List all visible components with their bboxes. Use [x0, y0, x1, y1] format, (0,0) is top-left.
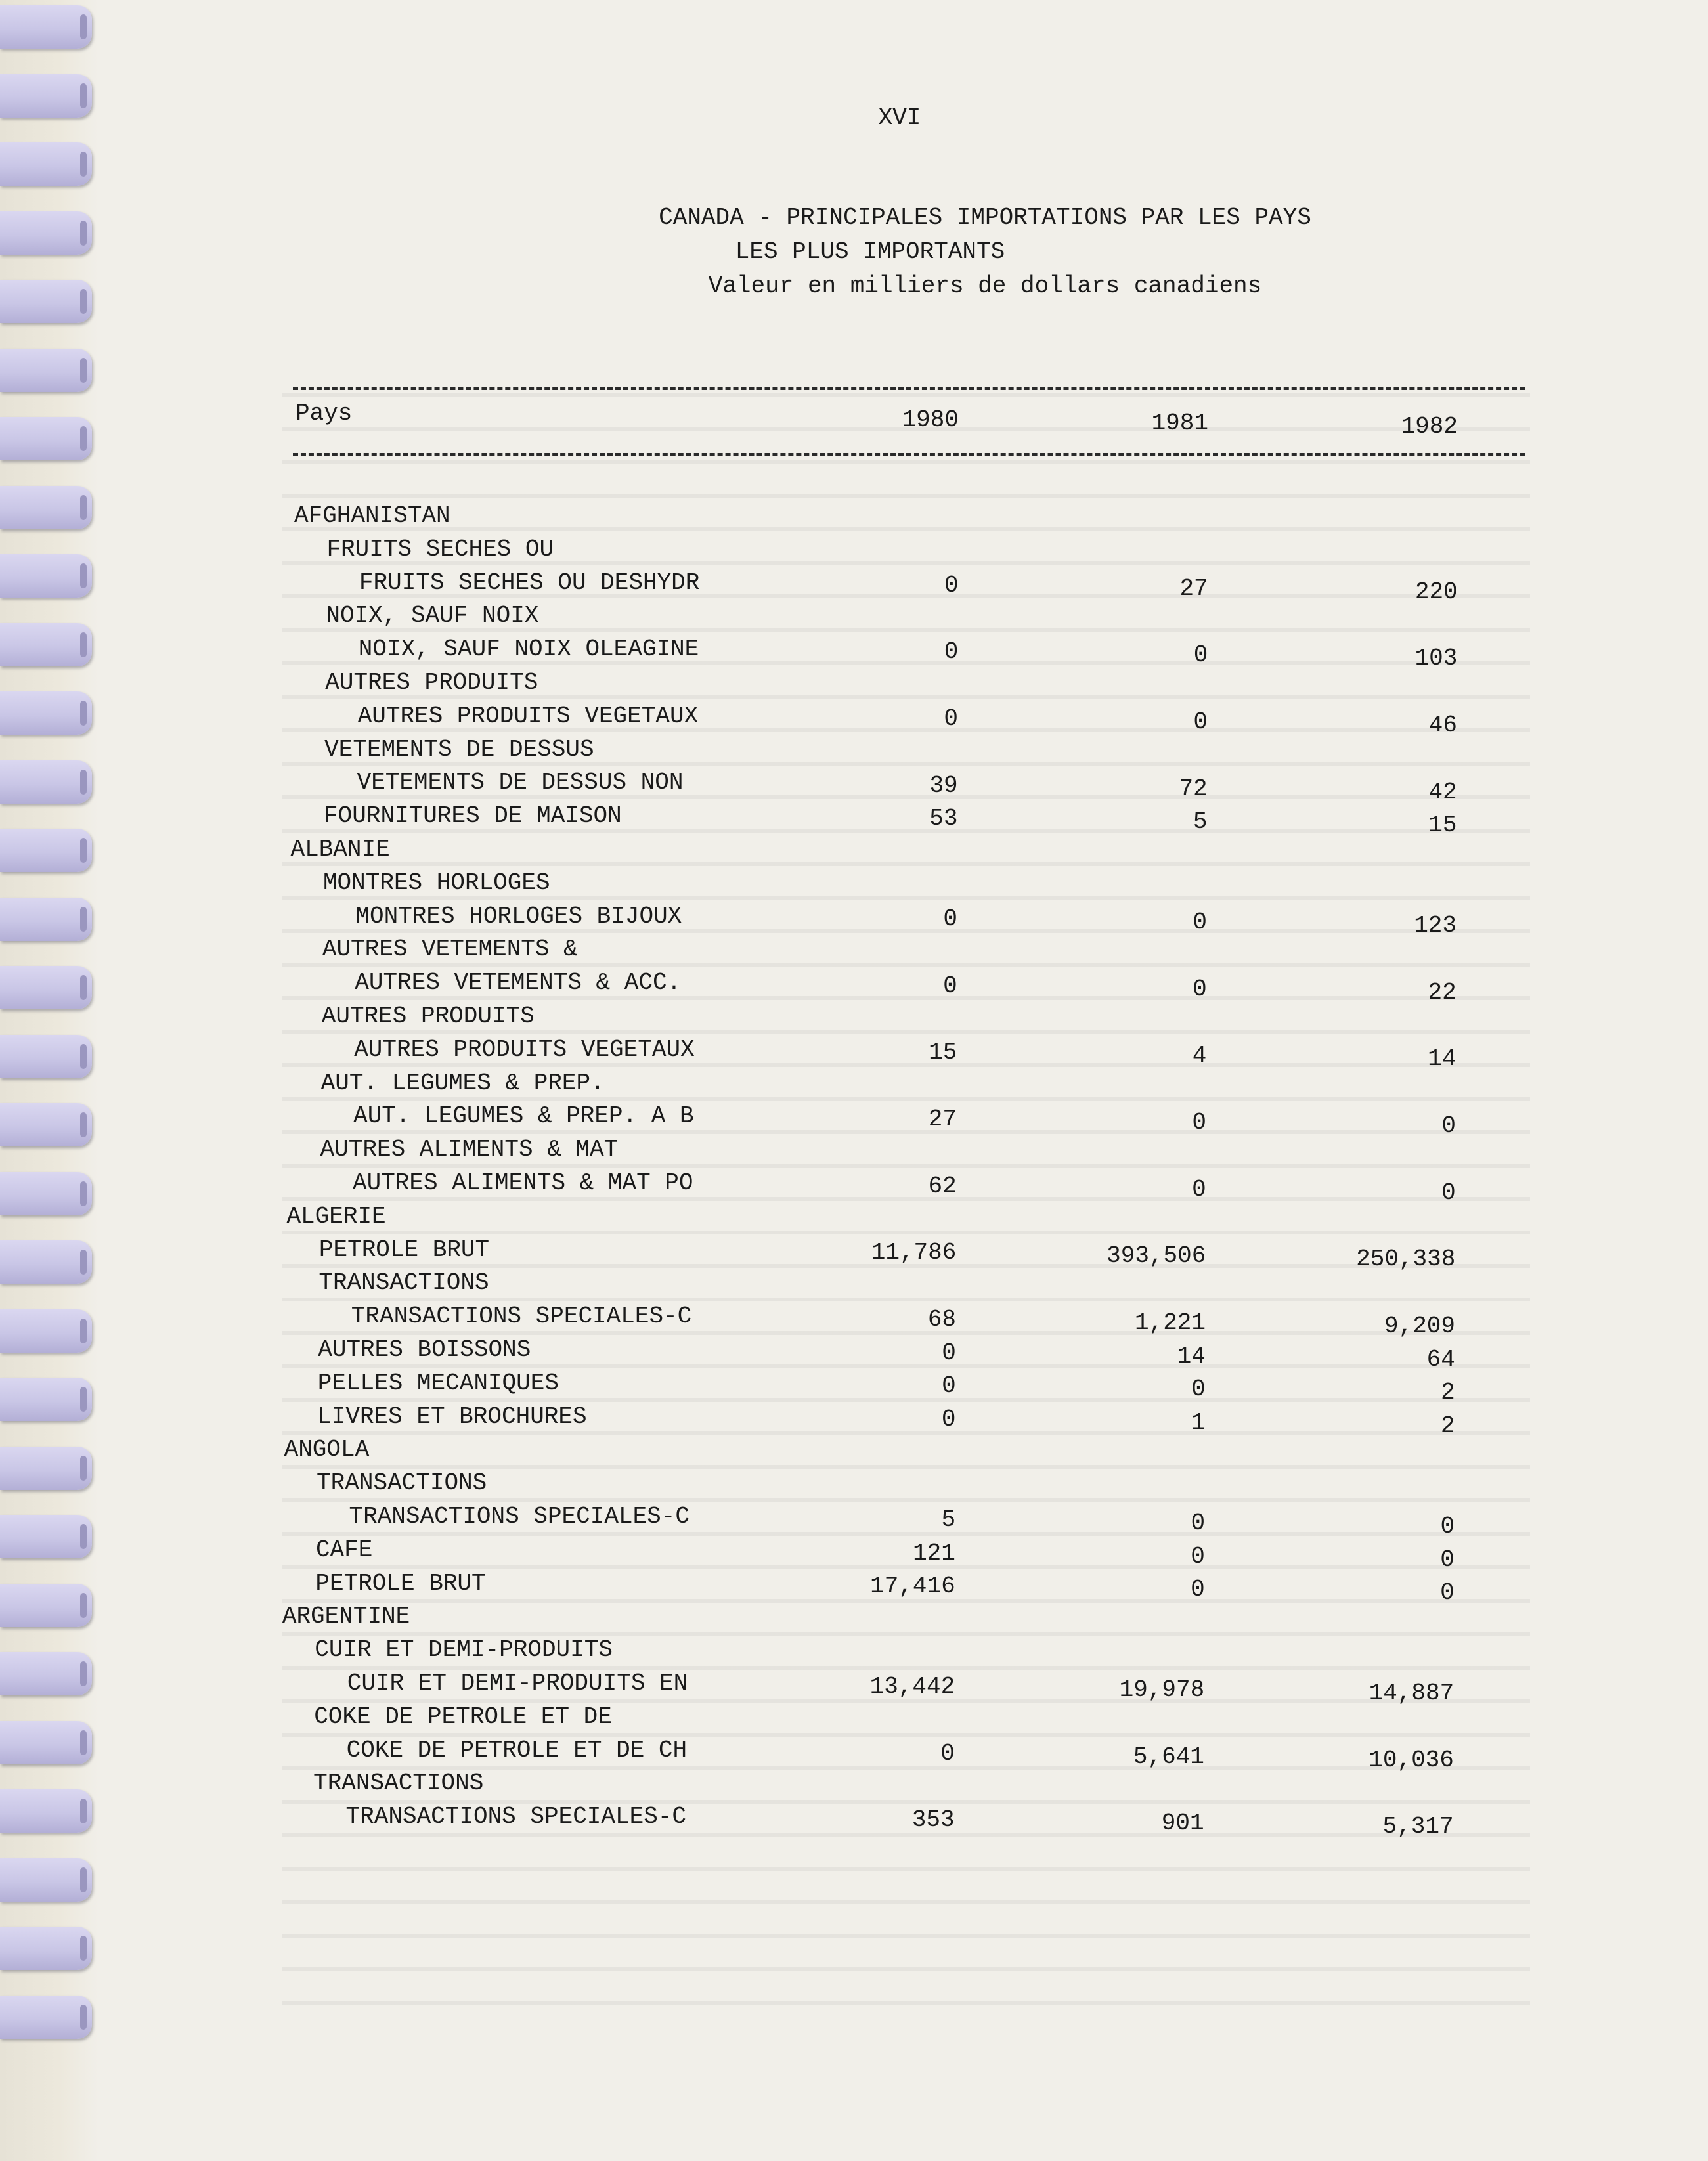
value-1982: 10,036: [1369, 1746, 1454, 1774]
country-name: ALBANIE: [290, 836, 390, 863]
value-1982: 220: [1414, 578, 1458, 605]
value-1982: 0: [1441, 1179, 1456, 1206]
value-1982: 14,887: [1369, 1679, 1455, 1707]
binding-ring: [0, 280, 92, 323]
product-group-label: FOURNITURES DE MAISON: [324, 802, 622, 830]
product-group-label: LIVRES ET BROCHURES: [317, 1403, 587, 1430]
country-name: ANGOLA: [284, 1436, 370, 1464]
value-1981: 0: [1191, 1376, 1206, 1403]
product-item-label: FRUITS SECHES OU DESHYDR: [359, 569, 700, 596]
product-group-label: NOIX, SAUF NOIX: [326, 602, 539, 630]
product-item-label: AUTRES PRODUITS VEGETAUX: [354, 1036, 695, 1063]
product-item-label: AUT. LEGUMES & PREP. A B: [353, 1102, 694, 1130]
binding-ring: [0, 691, 92, 735]
value-1982: 42: [1428, 778, 1457, 806]
value-1980: 0: [941, 1406, 956, 1433]
value-1982: 2: [1441, 1379, 1455, 1407]
product-group-label: CAFE: [315, 1536, 373, 1563]
page-number: XVI: [878, 104, 921, 131]
product-group-label: AUTRES PRODUITS: [325, 669, 538, 696]
binding-ring: [0, 760, 92, 804]
value-1980: 5: [941, 1506, 956, 1533]
product-group-label: FRUITS SECHES OU: [326, 535, 554, 563]
binding-ring: [0, 1927, 92, 1970]
value-1981: 901: [1161, 1810, 1204, 1837]
binding-ring: [0, 486, 92, 529]
binding-ring: [0, 554, 92, 598]
value-1980: 53: [929, 805, 958, 833]
value-1982: 250,338: [1356, 1246, 1456, 1273]
value-1982: 22: [1428, 978, 1456, 1006]
binding-ring: [0, 1378, 92, 1421]
title-line-2: LES PLUS IMPORTANTS: [735, 238, 1005, 265]
value-1980: 0: [942, 1339, 956, 1366]
binding-ring: [0, 349, 92, 392]
binding-ring: [0, 1584, 92, 1627]
binding-ring: [0, 1858, 92, 1902]
table-top-rule: [293, 387, 1525, 390]
product-group-label: PETROLE BRUT: [315, 1569, 486, 1597]
value-1981: 27: [1179, 575, 1208, 602]
value-1981: 0: [1191, 1576, 1205, 1604]
value-1981: 0: [1193, 642, 1208, 669]
binding-ring: [0, 142, 92, 186]
product-item-label: TRANSACTIONS SPECIALES-C: [351, 1303, 692, 1330]
value-1980: 353: [911, 1806, 955, 1834]
binding-ring: [0, 211, 92, 255]
binding-ring: [0, 623, 92, 666]
value-1980: 62: [928, 1172, 957, 1200]
value-1980: 0: [943, 972, 957, 999]
product-group-label: CUIR ET DEMI-PRODUITS: [315, 1636, 613, 1664]
product-group-label: AUTRES ALIMENTS & MAT: [320, 1136, 619, 1164]
value-1982: 9,209: [1384, 1312, 1456, 1340]
header-1982: 1982: [1401, 413, 1458, 440]
product-item-label: MONTRES HORLOGES BIJOUX: [355, 902, 682, 930]
header-country: Pays: [296, 400, 353, 427]
product-group-label: PETROLE BRUT: [318, 1236, 490, 1263]
product-group-label: TRANSACTIONS: [318, 1269, 489, 1297]
product-group-label: AUT. LEGUMES & PREP.: [320, 1069, 605, 1097]
spiral-binding: [0, 0, 99, 2161]
value-1980: 0: [944, 571, 959, 599]
value-1981: 393,506: [1106, 1242, 1206, 1270]
binding-ring: [0, 417, 92, 460]
binding-ring: [0, 74, 92, 118]
country-name: ALGERIE: [286, 1202, 386, 1230]
table-header-rule: [293, 453, 1525, 456]
product-item-label: AUTRES ALIMENTS & MAT PO: [353, 1169, 693, 1196]
product-item-label: TRANSACTIONS SPECIALES-C: [349, 1503, 690, 1530]
value-1980: 0: [944, 705, 958, 732]
value-1981: 5,641: [1133, 1743, 1204, 1770]
binding-ring: [0, 1789, 92, 1833]
value-1980: 17,416: [870, 1573, 955, 1600]
value-1981: 0: [1192, 1175, 1206, 1203]
value-1981: 0: [1193, 708, 1208, 735]
value-1980: 0: [943, 905, 958, 932]
product-item-label: COKE DE PETROLE ET DE CH: [346, 1736, 688, 1764]
value-1982: 14: [1428, 1045, 1456, 1073]
value-1981: 0: [1191, 1509, 1206, 1537]
value-1982: 0: [1440, 1579, 1455, 1607]
product-group-label: AUTRES VETEMENTS &: [322, 936, 578, 963]
product-group-label: PELLES MECANIQUES: [317, 1369, 559, 1397]
value-1981: 14: [1177, 1342, 1206, 1370]
binding-ring: [0, 1103, 92, 1146]
value-1982: 2: [1440, 1412, 1455, 1440]
product-item-label: AUTRES PRODUITS VEGETAUX: [357, 702, 699, 730]
value-1981: 19,978: [1119, 1676, 1205, 1703]
country-name: ARGENTINE: [282, 1603, 410, 1630]
value-1980: 27: [928, 1105, 957, 1133]
value-1981: 0: [1192, 1108, 1207, 1136]
value-1982: 0: [1440, 1546, 1455, 1573]
value-1980: 39: [929, 772, 958, 799]
binding-ring: [0, 5, 92, 49]
product-item-label: CUIR ET DEMI-PRODUITS EN: [347, 1670, 688, 1697]
product-group-label: AUTRES BOISSONS: [318, 1336, 531, 1363]
value-1980: 13,442: [869, 1672, 955, 1700]
country-name: AFGHANISTAN: [294, 502, 450, 529]
binding-ring: [0, 1035, 92, 1078]
product-item-label: VETEMENTS DE DESSUS NON: [357, 769, 684, 797]
value-1982: 123: [1414, 911, 1457, 939]
value-1980: 68: [927, 1305, 957, 1333]
value-1981: 0: [1193, 975, 1207, 1003]
title-line-3: Valeur en milliers de dollars canadiens: [708, 273, 1262, 299]
product-group-label: MONTRES HORLOGES: [322, 869, 550, 896]
header-1981: 1981: [1151, 410, 1208, 437]
value-1981: 5: [1193, 808, 1208, 836]
product-group-label: COKE DE PETROLE ET DE: [314, 1703, 612, 1730]
binding-ring: [0, 1309, 92, 1353]
value-1980: 0: [940, 1739, 955, 1767]
binding-ring: [0, 1172, 92, 1215]
binding-ring: [0, 1240, 92, 1284]
value-1982: 64: [1426, 1345, 1455, 1373]
binding-ring: [0, 1996, 92, 2039]
value-1980: 0: [942, 1372, 956, 1400]
value-1981: 1: [1191, 1409, 1206, 1437]
product-group-label: TRANSACTIONS: [313, 1770, 484, 1797]
value-1982: 5,317: [1382, 1813, 1454, 1841]
value-1982: 15: [1428, 812, 1457, 839]
binding-ring: [0, 1515, 92, 1558]
value-1981: 0: [1191, 1542, 1205, 1570]
value-1982: 103: [1414, 645, 1458, 672]
product-group-label: AUTRES PRODUITS: [321, 1003, 535, 1030]
product-item-label: NOIX, SAUF NOIX OLEAGINE: [358, 636, 699, 663]
binding-ring: [0, 966, 92, 1009]
binding-ring: [0, 1652, 92, 1695]
binding-ring: [0, 898, 92, 941]
product-item-label: AUTRES VETEMENTS & ACC.: [355, 969, 682, 997]
product-group-label: VETEMENTS DE DESSUS: [324, 735, 594, 763]
binding-ring: [0, 829, 92, 872]
value-1981: 1,221: [1135, 1309, 1206, 1336]
value-1980: 15: [929, 1039, 957, 1066]
product-group-label: TRANSACTIONS: [317, 1470, 487, 1497]
header-1980: 1980: [902, 406, 959, 433]
value-1980: 0: [944, 638, 959, 666]
value-1980: 11,786: [871, 1239, 957, 1267]
binding-ring: [0, 1447, 92, 1490]
value-1981: 4: [1192, 1042, 1207, 1070]
product-item-label: TRANSACTIONS SPECIALES-C: [345, 1803, 687, 1831]
value-1980: 121: [913, 1539, 955, 1567]
binding-ring: [0, 1721, 92, 1764]
value-1981: 0: [1193, 908, 1208, 936]
value-1981: 72: [1179, 775, 1208, 802]
value-1982: 0: [1440, 1512, 1455, 1540]
value-1982: 0: [1441, 1112, 1456, 1139]
title-line-1: CANADA - PRINCIPALES IMPORTATIONS PAR LES PAYS: [659, 204, 1311, 231]
value-1982: 46: [1428, 711, 1457, 739]
